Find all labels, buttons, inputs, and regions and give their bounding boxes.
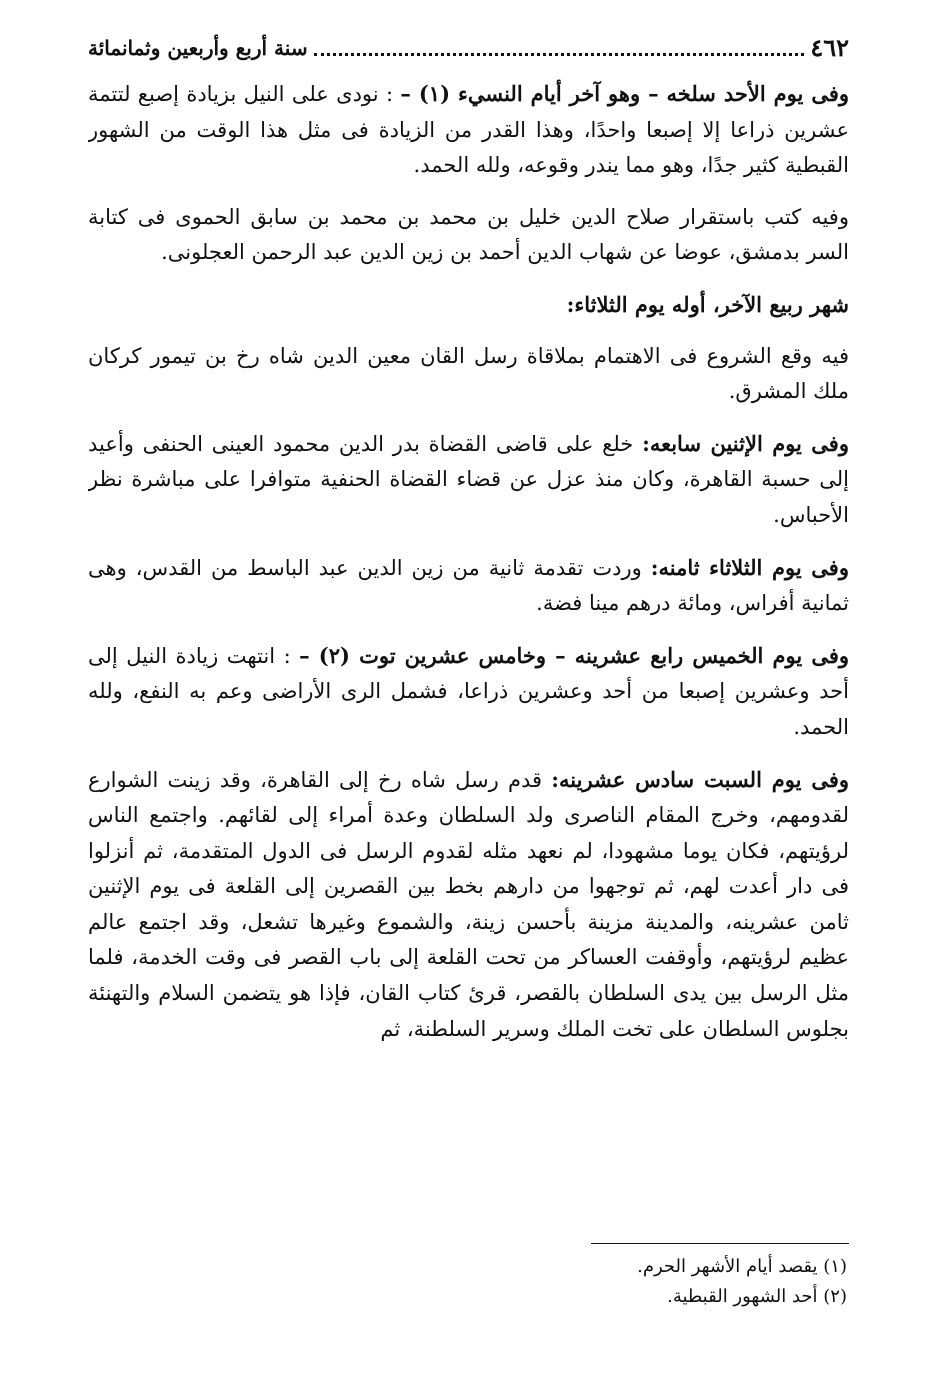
page-number: ٤٦٢ xyxy=(810,33,849,62)
paragraph-lead: وفى يوم الثلاثاء ثامنه: xyxy=(650,554,849,580)
paragraph-text: خلع على قاضى القضاة بدر الدين محمود العينى الحنفى وأعيد إلى حسبة القاهرة، وكان منذ عزل عن قضاء القضاة الحنفية متوافرا على مباشرة نظر الأحباس. xyxy=(88,431,849,527)
footnote-divider xyxy=(591,1243,849,1244)
paragraph-4 xyxy=(88,426,849,534)
paragraph-lead: وفى يوم الإثنين سابعه: xyxy=(642,430,849,456)
paragraph-text: : نودى على النيل بزيادة إصبع لتتمة عشرين ذراعا إلا إصبعا واحدًا، وهذا القدر من الزيادة فى مثل هذا الوقت من الشهور القبطية كثير جدًا، وهو مما يندر وقوعه، ولله الحمد. xyxy=(88,82,849,178)
paragraph-lead: وفى يوم الأحد سلخه – وهو آخر أيام النسيء (١) – xyxy=(400,81,849,106)
paragraph-lead: وفى يوم الخميس رابع عشرينه – وخامس عشرين توت (٢) – xyxy=(299,642,849,668)
running-title: سنة أربع وأربعين وثمانمائة xyxy=(88,36,308,60)
paragraph-text: وفيه كتب باستقرار صلاح الدين خليل بن محمد بن محمد بن سابق الحموى فى كتابة السر بدمشق، عوضا عن شهاب الدين أحمد بن زين الدين عبد الرحمن العجلونى. xyxy=(88,204,849,265)
body-text xyxy=(88,76,849,1236)
paragraph-text: : انتهت زيادة النيل إلى أحد وعشرين إصبعا من أحد وعشرين ذراعا، فشمل الرى الأراضى وعم به النفع، ولله الحمد. xyxy=(88,643,849,739)
paragraph-2 xyxy=(88,200,849,271)
paragraph-7 xyxy=(88,762,849,1048)
paragraph-5 xyxy=(88,550,849,622)
footnotes xyxy=(88,1252,847,1312)
paragraph-6 xyxy=(88,638,849,746)
paragraph-text: فيه وقع الشروع فى الاهتمام بملاقاة رسل القان معين الدين شاه رخ بن تيمور كركان ملك المشرق. xyxy=(88,343,849,404)
footnote-1: (١) يقصد أيام الأشهر الحرم. xyxy=(637,1256,847,1277)
dotted-leader xyxy=(314,53,805,56)
page-header xyxy=(88,30,849,62)
month-heading: شهر ربيع الآخر، أوله يوم الثلاثاء: xyxy=(566,291,849,317)
paragraph-1 xyxy=(88,76,849,184)
paragraph-lead: وفى يوم السبت سادس عشرينه: xyxy=(551,766,849,792)
footnote-2: (٢) أحد الشهور القبطية. xyxy=(667,1286,847,1307)
paragraph-text: قدم رسل شاه رخ إلى القاهرة، وقد زينت الشوارع لقدومهم، وخرج المقام الناصرى ولد السلطان وعدة أمراء إلى لقائهم. واجتمع الناس لرؤيتهم، فكان يوما مشهودا، لم نعهد مثله لقدوم الرسل فى الدول المتقدمة، ثم أنزلوا فى دار أعدت لهم، ثم توجهوا من دارهم بخط بين القصرين إلى القلعة فى يوم الإثنين ثامن عشرينه، والمدينة مزينة بأحسن زينة، والشموع وغيرها تشعل، وقد اجتمع عالم عظيم لرؤيتهم، وأوقفت العساكر من تحت القلعة إلى باب القصر فى وقت الخدمة، فلما مثل الرسل بين يدى السلطان بالقصر، قرئ كتاب القان، فإذا هو يتضمن السلام والتهنئة بجلوس السلطان على تخت الملك وسرير السلطنة، ثم xyxy=(88,767,849,1041)
paragraph-text: وردت تقدمة ثانية من زين الدين عبد الباسط من القدس، وهى ثمانية أفراس، ومائة درهم مينا فضة. xyxy=(88,555,849,616)
paragraph-3 xyxy=(88,339,849,410)
